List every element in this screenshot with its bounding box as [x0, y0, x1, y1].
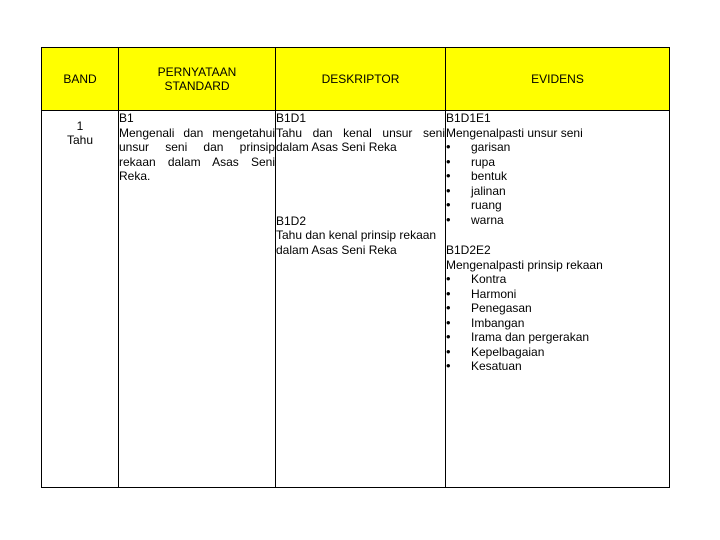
- evidence-item: • ruang: [446, 198, 669, 213]
- evidence-item: • Penegasan: [446, 301, 669, 316]
- standard-code: B1: [119, 111, 134, 125]
- evidence-item: • Harmoni: [446, 287, 669, 302]
- descriptor-text: Tahu dan kenal unsur seni dalam Asas Seni Reka: [276, 125, 445, 154]
- standard-text: Mengenali dan mengetahui unsur seni dan prinsip rekaan dalam Asas Seni Reka.: [119, 125, 275, 183]
- evidence-list: [446, 272, 669, 374]
- descriptor-text: Tahu dan kenal prinsip rekaan dalam Asas Seni Reka: [276, 228, 437, 257]
- band-label: Tahu: [66, 133, 94, 147]
- evidence-cell: [446, 111, 670, 488]
- evidence-item: • warna: [446, 213, 669, 228]
- descriptor-code: B1D2: [276, 213, 307, 228]
- header-evidens: EVIDENS: [446, 48, 670, 111]
- header-deskriptor: DESKRIPTOR: [276, 48, 446, 111]
- evidence-item: • Imbangan: [446, 316, 669, 331]
- evidence-item: • Irama dan pergerakan: [446, 330, 669, 345]
- evidence-item: • Kesatuan: [446, 359, 669, 374]
- evidence-intro: Mengenalpasti unsur seni: [446, 125, 583, 140]
- descriptor-block: [276, 111, 445, 155]
- band-number: 1: [76, 119, 84, 133]
- evidence-item: • garisan: [446, 140, 669, 155]
- evidence-item: • rupa: [446, 155, 669, 170]
- descriptor-cell: [276, 111, 446, 488]
- evidence-list: [446, 140, 669, 227]
- standard-cell: [119, 111, 276, 488]
- descriptor-block: [276, 214, 445, 258]
- evidence-block: [446, 243, 669, 374]
- evidence-item: • jalinan: [446, 184, 669, 199]
- evidence-code: B1D2E2: [446, 243, 491, 257]
- evidence-item: • Kepelbagaian: [446, 345, 669, 360]
- header-band: BAND: [42, 48, 119, 111]
- evidence-code: B1D1E1: [446, 111, 491, 125]
- descriptor-code: B1D1: [276, 111, 307, 125]
- band-cell: [42, 111, 119, 488]
- standard-table: [41, 47, 670, 488]
- header-row: [42, 48, 670, 111]
- evidence-item: • bentuk: [446, 169, 669, 184]
- evidence-block: [446, 111, 669, 227]
- band-row: [42, 111, 670, 488]
- evidence-intro: Mengenalpasti prinsip rekaan: [446, 257, 603, 272]
- evidence-item: • Kontra: [446, 272, 669, 287]
- header-pernyataan-label: PERNYATAAN STANDARD: [157, 65, 237, 93]
- header-pernyataan-standard: [119, 48, 276, 111]
